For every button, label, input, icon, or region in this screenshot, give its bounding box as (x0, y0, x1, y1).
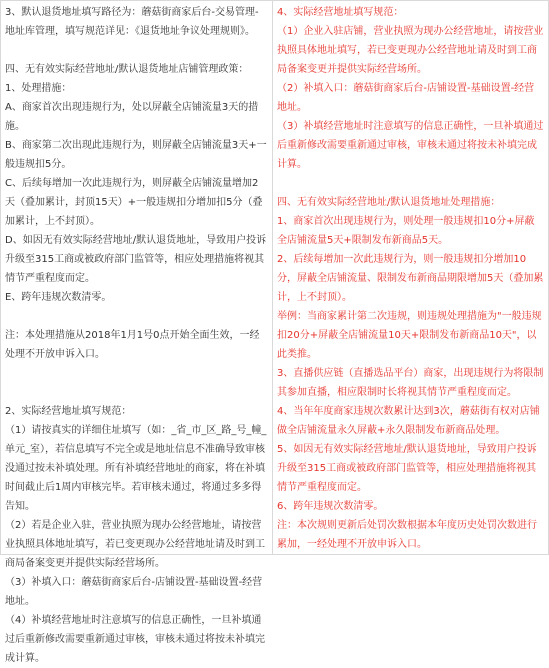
right-paragraph: 2、后续每增加一次此违规行为，则一般违规扣分增加10分，屏蔽全店铺流量、限制发布新商品期限增加5天（叠加累计，上不封顶）。 (277, 254, 544, 303)
left-paragraph: 2、实际经营地址填写规范： (5, 406, 132, 417)
right-paragraph: 5、如因无有效实际经营地址/默认退货地址，导致用户投诉升级至315工商或被政府部门监管等，相应处理措施将视其情节严重程度而定。 (277, 444, 537, 493)
spacer (5, 383, 268, 402)
rules-column-old (1, 1, 273, 664)
left-paragraph: A、商家首次出现违规行为，处以屏蔽全店铺流量3天的措施。 (5, 102, 259, 132)
left-paragraph: 3、默认退货地址填写路径为：蘑菇街商家后台-交易管理-地址库管理，填写规范详见：《退货地址争议处理规则》。 (5, 7, 259, 37)
spacer (5, 364, 268, 383)
right-paragraph: 4、实际经营地址填写规范： (277, 7, 404, 18)
right-paragraph: （1）企业入驻店铺，营业执照为现办公经营地址，请按营业执照具体地址填写，若已变更现办公经营地址请及时到工商局备案变更并提供实际经营场所。 (277, 26, 544, 75)
spacer (277, 174, 544, 193)
right-paragraph: （3）补填经营地址时注意填写的信息正确性，一旦补填通过后重新修改需要重新通过审核，审核未通过将按未补填完成计算。 (277, 121, 544, 170)
left-paragraph: 四、无有效实际经营地址/默认退货地址店铺管理政策： (5, 64, 249, 75)
right-paragraph: （2）补填入口：蘑菇街商家后台-店铺设置-基础设置-经营地址。 (277, 83, 535, 113)
right-example: 举例：当商家累计第二次违规，则违规处理措施为"一般违规扣20分+屏蔽全店铺流量10天+限制发布新商品10天"，以此类推。 (277, 311, 542, 360)
right-paragraph: 四、无有效实际经营地址/默认退货地址处理措施： (277, 197, 501, 208)
right-paragraph: 6、跨年违规次数清零。 (277, 501, 384, 512)
right-paragraph: 3、直播供应链（直播选品平台）商家，出现违规行为将限制其参加直播，相应限制时长将视其情节严重程度而定。 (277, 368, 544, 398)
right-paragraph: 1、商家首次出现违规行为，则处理一般违规扣10分+屏蔽全店铺流量5天+限制发布新商品5天。 (277, 216, 535, 246)
left-note: 注：本处理措施从2018年1月1号0点开始全面生效，一经处理不开放申诉入口。 (5, 330, 260, 360)
left-paragraph: 1、处理措施： (5, 83, 72, 94)
left-paragraph: （3）补填入口：蘑菇街商家后台-店铺设置-基础设置-经营地址。 (5, 577, 263, 607)
rules-column-new (273, 1, 548, 554)
left-paragraph: E、跨年违规次数清零。 (5, 292, 112, 303)
left-paragraph: （4）补填经营地址时注意填写的信息正确性，一旦补填通过后重新修改需要重新通过审核，审核未通过将按未补填完成计算。 (5, 615, 265, 664)
right-paragraph: 4、当年年度商家违规次数累计达到3次，蘑菇街有权对店铺做全店铺流量永久屏蔽+永久限制发布新商品处理。 (277, 406, 540, 436)
left-paragraph: （1）请按真实的详细住址填写（如：_省_市_区_路_号_幢_单元_室），若信息填写不完全或是地址信息不准确导致审核没通过按未补填处理。所有补填经营地址的商家，将在补填时间截止后1周内审核完毕。若审核未通过，将通过多多得告知。 (5, 425, 267, 512)
right-note: 注：本次规则更新后处罚次数根据本年度历史处罚次数进行累加，一经处理不开放申诉入口。 (277, 520, 537, 550)
left-paragraph: （2）若是企业入驻，营业执照为现办公经营地址，请按营业执照具体地址填写，若已变更现办公经营地址请及时到工商局备案变更并提供实际经营场所。 (5, 520, 265, 569)
spacer (5, 41, 268, 60)
left-paragraph: C、后续每增加一次此违规行为，则屏蔽全店铺流量增加2天（叠加累计，封顶15天）+一般违规扣分增加扣5分（叠加累计，上不封顶）。 (5, 178, 263, 227)
left-paragraph: B、商家第二次出现此违规行为，则屏蔽全店铺流量3天+一般违规扣5分。 (5, 140, 267, 170)
left-paragraph: D、如因无有效实际经营地址/默认退货地址，导致用户投诉升级至315工商或被政府部门监管等，相应处理措施将视其情节严重程度而定。 (5, 235, 267, 284)
spacer (5, 307, 268, 326)
